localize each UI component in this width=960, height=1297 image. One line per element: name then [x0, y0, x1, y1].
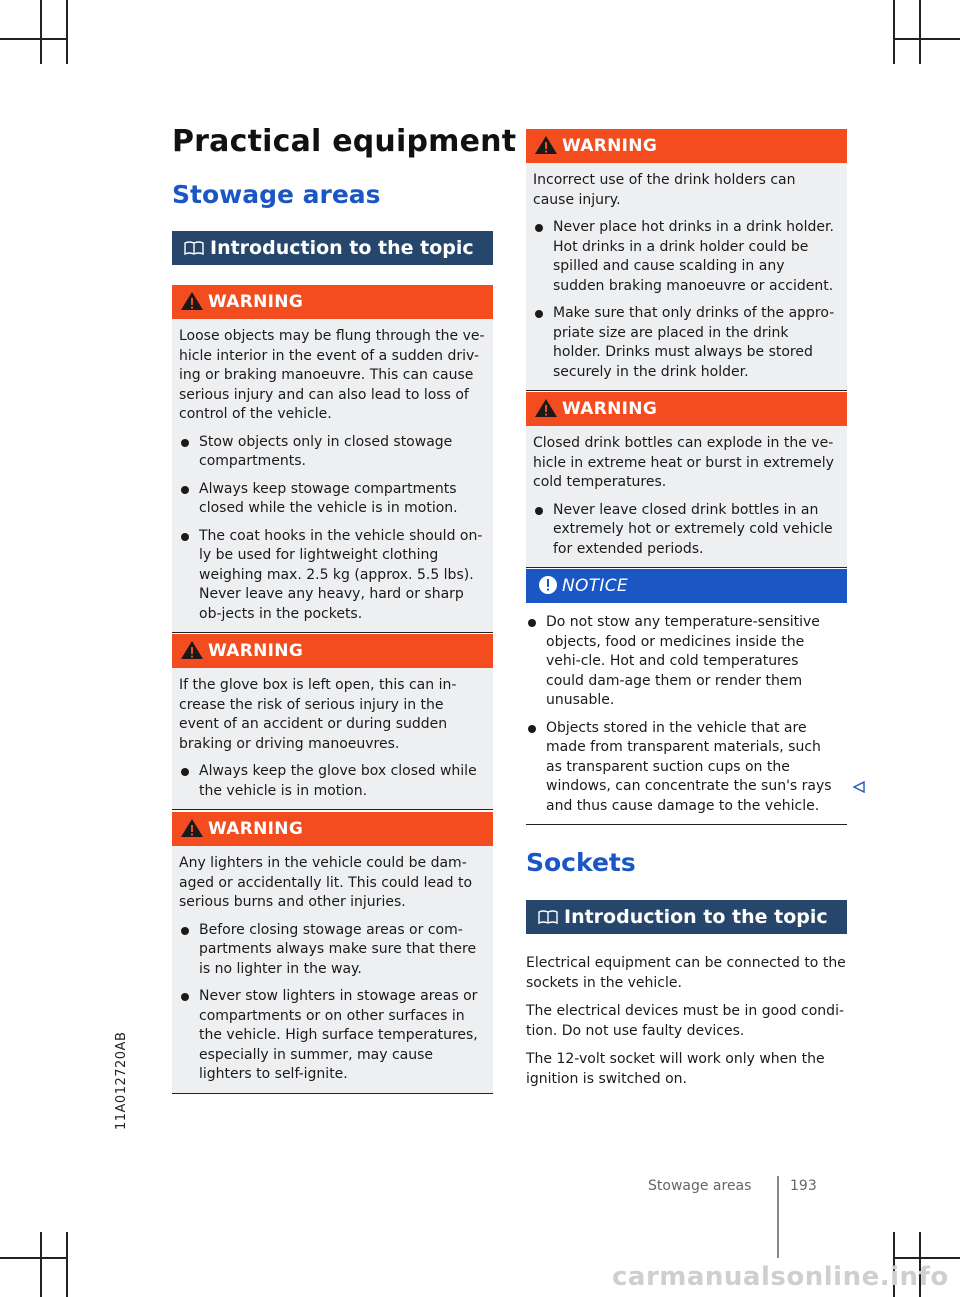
warning-box-loose-objects — [172, 285, 493, 633]
warning-bullet: The coat hooks in the vehicle should on-ly be used for lightweight clothing weighing max. 2.5 kg (approx. 5.5 lbs). Never leave any heavy, hard or sharp ob-jects in the pockets. — [179, 527, 485, 625]
warning-triangle-icon — [180, 640, 204, 660]
warning-bullet: Never leave closed drink bottles in an extremely hot or extremely cold vehicle for extended periods. — [533, 501, 839, 560]
warning-header — [172, 285, 493, 319]
warning-label: WARNING — [208, 641, 304, 661]
warning-header — [172, 812, 493, 846]
warning-bullet: Never stow lighters in stowage areas or compartments or on other surfaces in the vehicle. High surface temperatures, especially in summer, may cause lighters to self-ignite. — [179, 987, 485, 1085]
crop-mark — [40, 0, 42, 64]
warning-box-lighters — [172, 812, 493, 1094]
warning-text: Closed drink bottles can explode in the ve-hicle in extreme heat or burst in extremely cold temperatures. — [533, 435, 834, 490]
section-heading-sockets: Sockets — [526, 848, 636, 877]
warning-text: Loose objects may be flung through the ve-hicle interior in the event of a sudden driv-ing or braking manoeuvre. This can cause serious injury and can also lead to loss of control of the vehicle. — [179, 328, 485, 422]
warning-bullet: Make sure that only drinks of the appro-priate size are placed in the drink holder. Drinks must always be stored securely in the drink holder. — [533, 304, 839, 382]
page-number: 193 — [790, 1178, 817, 1194]
crop-mark — [66, 1232, 68, 1297]
notice-bullet: Objects stored in the vehicle that are made from transparent materials, such as transparent suction cups on the windows, can concentrate the sun's rays and thus cause damage to the vehicle. — [526, 719, 839, 817]
topic-label: Introduction to the topic — [210, 237, 474, 259]
paragraph: The 12-volt socket will work only when the ignition is switched on. — [526, 1051, 825, 1087]
crop-mark — [893, 0, 895, 64]
warning-bullet: Never place hot drinks in a drink holder. Hot drinks in a drink holder could be spilled and cause scalding in any sudden braking manoeuvre or accident. — [533, 218, 839, 296]
topic-bar-stowage — [172, 231, 493, 265]
exclamation-circle-icon — [538, 575, 558, 595]
footer-section: Stowage areas — [648, 1178, 752, 1194]
crop-mark — [0, 1257, 66, 1259]
warning-header — [172, 634, 493, 668]
book-icon — [538, 910, 558, 924]
warning-label: WARNING — [208, 819, 304, 839]
warning-box-drink-bottles — [526, 392, 847, 568]
section-heading-stowage: Stowage areas — [172, 180, 381, 209]
warning-triangle-icon — [180, 818, 204, 838]
warning-bullet: Before closing stowage areas or com-partments always make sure that there is no lighter in the way. — [179, 921, 485, 980]
warning-box-glove-box — [172, 634, 493, 810]
watermark: carmanualsonline.info — [612, 1262, 949, 1292]
book-icon — [184, 241, 204, 255]
footer-divider — [777, 1176, 779, 1258]
sockets-intro — [526, 954, 850, 1098]
topic-label: Introduction to the topic — [564, 906, 828, 928]
page-title: Practical equipment — [172, 124, 517, 159]
notice-bullet: Do not stow any temperature-sensitive objects, food or medicines inside the vehi-cle. Hot and cold temperatures could dam-age them or render them unusable. — [526, 613, 839, 711]
warning-header — [526, 392, 847, 426]
warning-label: WARNING — [208, 292, 304, 312]
notice-label: NOTICE — [562, 576, 628, 596]
warning-box-drink-holders — [526, 129, 847, 391]
warning-header — [526, 129, 847, 163]
warning-triangle-icon — [534, 398, 558, 418]
warning-text: Any lighters in the vehicle could be dam-aged or accidentally lit. This could lead to serious burns and other injuries. — [179, 855, 473, 910]
crop-mark — [66, 0, 68, 64]
warning-text: Incorrect use of the drink holders can cause injury. — [533, 172, 796, 208]
warning-bullet: Always keep stowage compartments closed while the vehicle is in motion. — [179, 480, 485, 519]
warning-bullet: Always keep the glove box closed while the vehicle is in motion. — [179, 762, 485, 801]
crop-mark — [893, 1257, 960, 1259]
warning-triangle-icon — [180, 291, 204, 311]
warning-label: WARNING — [562, 136, 658, 156]
notice-header — [526, 569, 847, 603]
document-code: 11A012720AB — [114, 1031, 129, 1130]
warning-bullet: Stow objects only in closed stowage compartments. — [179, 433, 485, 472]
paragraph: Electrical equipment can be connected to the sockets in the vehicle. — [526, 955, 846, 991]
crop-mark — [893, 38, 960, 40]
warning-triangle-icon — [534, 135, 558, 155]
notice-box — [526, 569, 847, 825]
crop-mark — [919, 0, 921, 64]
end-triangle-icon — [853, 781, 865, 793]
crop-mark — [0, 38, 66, 40]
warning-label: WARNING — [562, 399, 658, 419]
topic-bar-sockets — [526, 900, 847, 934]
crop-mark — [40, 1232, 42, 1297]
warning-text: If the glove box is left open, this can in-crease the risk of serious injury in the event of an accident or during sudden braking or driving manoeuvres. — [179, 677, 457, 752]
paragraph: The electrical devices must be in good condi-tion. Do not use faulty devices. — [526, 1003, 845, 1039]
